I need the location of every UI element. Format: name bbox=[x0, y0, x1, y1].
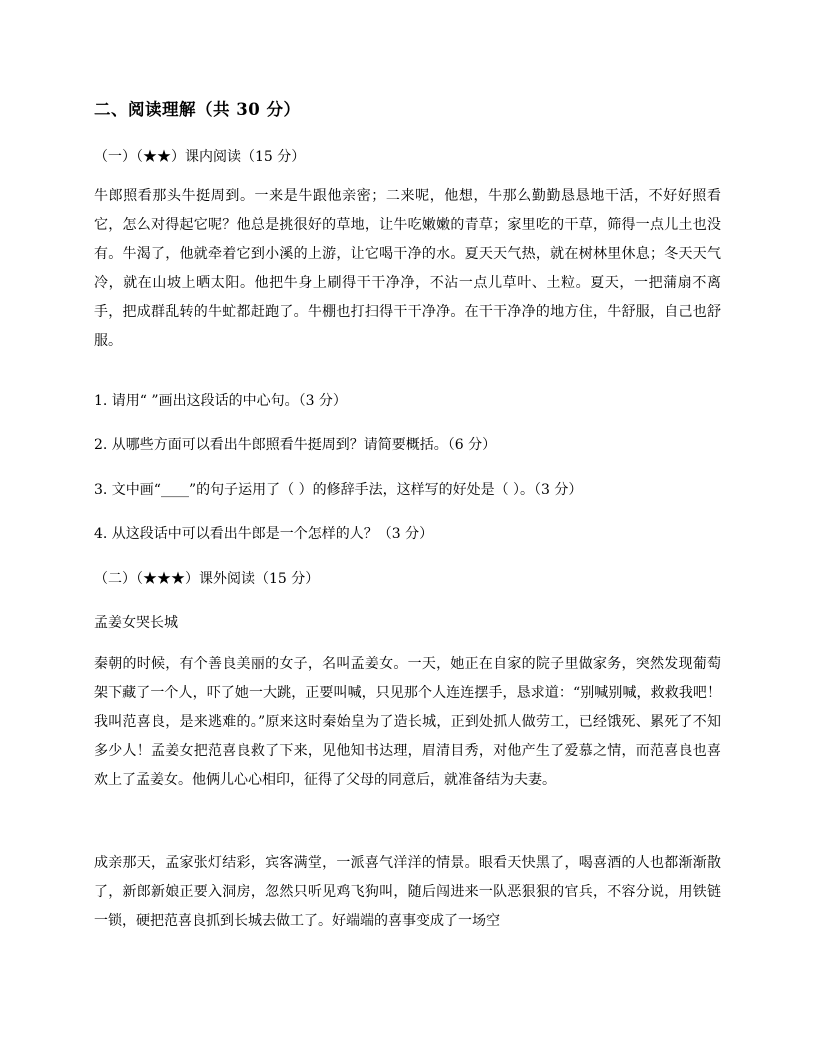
story-title: 孟姜女哭长城 bbox=[94, 615, 178, 631]
question-4: 4. 从这段话中可以看出牛郎是一个怎样的人？（3 分） bbox=[94, 526, 434, 542]
part1-paragraph: 牛郎照看那头牛挺周到。一来是牛跟他亲密；二来呢，他想，牛那么勤勤恳恳地干活，不好好照看它，怎么对得起它呢？他总是挑很好的草地，让牛吃嫩嫩的青草；家里吃的干草，筛得一点儿土也没有。牛渴了，他就牵着它到小溪的上游，让它喝干净的水。夏天天气热，就在树林里休息；冬天天气冷，就在山坡上晒太阳。他把牛身上刷得干干净净，不沾一点儿草叶、土粒。夏天，一把蒲扇不离手，把成群乱转的牛虻都赶跑了。牛棚也打扫得干干净净。在干干净净的地方住，牛舒服，自己也舒服。 bbox=[94, 188, 721, 349]
part1-heading: （一）（★★）课内阅读（15 分） bbox=[94, 149, 306, 165]
question-3: 3. 文中画“____”的句子运用了（ ）的修辞手法，这样写的好处是（ ）。（3 分） bbox=[94, 482, 583, 498]
question-2: 2. 从哪些方面可以看出牛郎照看牛挺周到？请简要概括。（6 分） bbox=[94, 437, 497, 453]
part2-heading: （二）（★★★）课外阅读（15 分） bbox=[94, 571, 320, 587]
story-paragraph-1: 秦朝的时候，有个善良美丽的女子，名叫孟姜女。一天，她正在自家的院子里做家务，突然发现葡萄架下藏了一个人，吓了她一大跳，正要叫喊，只见那个人连连摆手，恳求道：“别喊别喊，救救我吧！我叫范喜良，是来逃难的。”原来这时秦始皇为了造长城，正到处抓人做劳工，已经饿死、累死了不知多少人！孟姜女把范喜良救了下来，见他知书达理，眉清目秀，对他产生了爱慕之情，而范喜良也喜欢上了孟姜女。他俩儿心心相印，征得了父母的同意后，就准备结为夫妻。 bbox=[94, 656, 721, 788]
story-paragraph-2: 成亲那天，孟家张灯结彩，宾客满堂，一派喜气洋洋的情景。眼看天快黑了，喝喜酒的人也都渐渐散了，新郎新娘正要入洞房，忽然只听见鸡飞狗叫，随后闯进来一队恶狠狠的官兵，不容分说，用铁链一锁，硬把范喜良抓到长城去做工了。好端端的喜事变成了一场空 bbox=[94, 855, 721, 929]
question-1: 1. 请用“ ”画出这段话的中心句。（3 分） bbox=[94, 393, 347, 409]
section-title: 二、阅读理解（共 30 分） bbox=[94, 100, 301, 119]
